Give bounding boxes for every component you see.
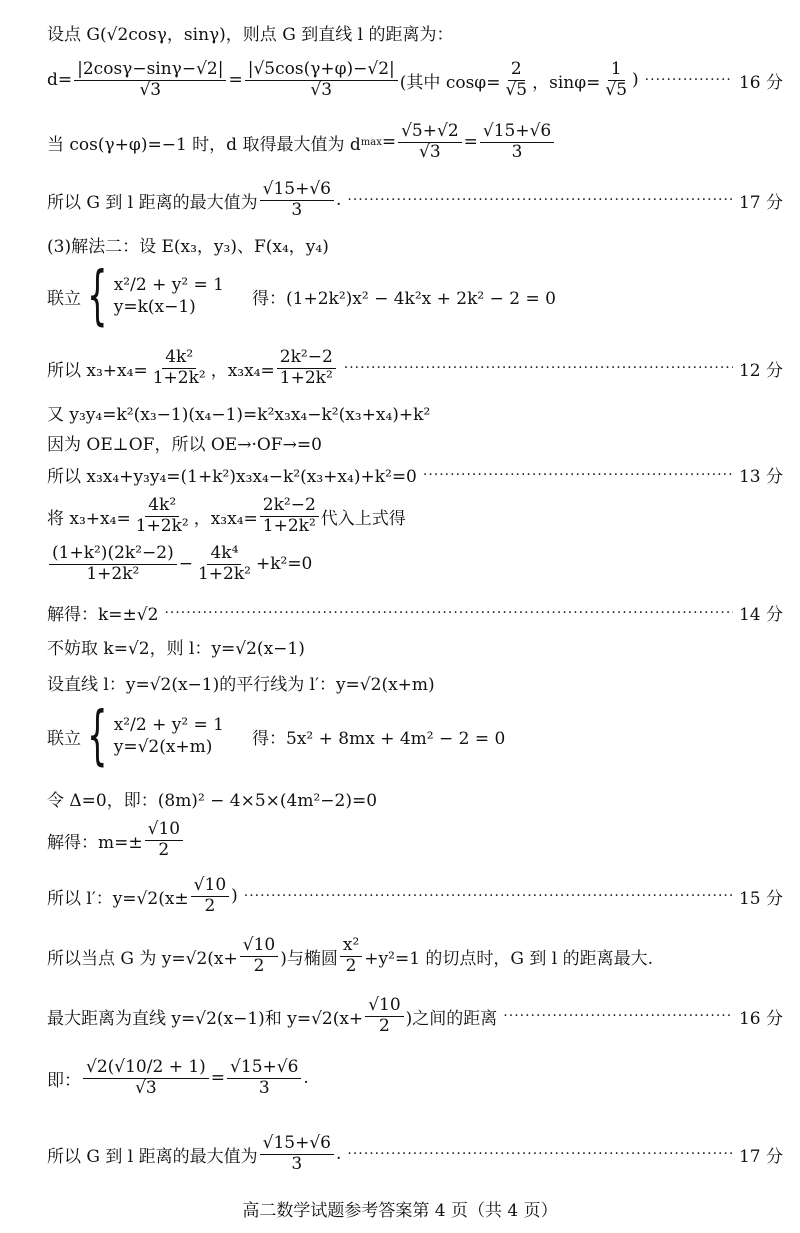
leader-dots xyxy=(347,192,733,208)
fraction: $\frac{\text{x²}}{2}$ xyxy=(340,936,362,976)
line-system-2: 联立 { x²/2 + y² = 1 y=√2(x+m) 得：5x² + 8mx + 4m² − 2 = 0 xyxy=(47,699,506,773)
fraction: $\frac{\text{4k²}}{\text{1+2k²}}$ xyxy=(135,495,189,536)
fraction: $\frac{√15+√6}{3}$ xyxy=(227,1058,301,1098)
score-label: 13 分 xyxy=(738,467,783,487)
fraction: $\frac{\text{(1+k²)(2k²−2)}}{\text{1+2k²}}$ xyxy=(49,544,177,584)
line-method-two: (3)解法二：设 E(x₃，y₃)、F(x₄，y₄) xyxy=(47,237,329,257)
score-label: 17 分 xyxy=(738,192,783,213)
score-label: 15 分 xyxy=(738,888,783,909)
line-dot-product: 所以 x₃x₄+y₃y₄=(1+k²)x₃x₄−k²(x₃+x₄)+k²=0 ····· 13 分 xyxy=(47,462,783,487)
fraction: $\frac{2}{√5}$ xyxy=(505,59,528,100)
fraction: $\frac{\text{2k²−2}}{\text{1+2k²}}$ xyxy=(260,496,319,536)
fraction: $\frac{√2(√10/2 + 1)}{√3}$ xyxy=(83,1058,209,1098)
line-conclusion-1: 所以 G 到 l 距离的最大值为 $\frac{√15+√6}{3}$ . ····· 17 分 xyxy=(47,180,783,220)
fraction: $\frac{1}{√5}$ xyxy=(605,59,628,100)
line-max-distance: 最大距离为直线 y=√2(x−1)和 y=√2(x+ $\frac{√10}{2}$ )之间的距离 ····· 16 分 xyxy=(47,996,783,1036)
line-equation-k: $\frac{\text{(1+k²)(2k²−2)}}{\text{1+2k²}}$ − $\frac{\text{4k⁴}}{\text{1+2k²}}$ +k²=0 xyxy=(47,544,783,584)
fraction: $\frac{√10}{2}$ xyxy=(365,996,403,1036)
line-y-product: 又 y₃y₄=k²(x₃−1)(x₄−1)=k²x₃x₄−k²(x₃+x₄)+k² xyxy=(47,405,431,425)
fraction: $\frac{√10}{2}$ xyxy=(240,936,278,976)
leader-dots xyxy=(645,72,733,88)
line-choose-k: 不妨取 k=√2，则 l：y=√2(x−1) xyxy=(47,639,305,659)
page-footer: 高二数学试题参考答案第 4 页（共 4 页） xyxy=(242,1201,558,1221)
line-vieta-1: 所以 x₃+x₄= $\frac{\text{4k²}}{\text{1+2k²}}$ ，x₃x₄= $\frac{\text{2k²−2}}{\text{1+2k²}}$ ····· 12 分 xyxy=(47,348,783,388)
fraction: $\frac{√15+√6}{3}$ xyxy=(260,1134,334,1174)
fraction: $\frac{√15+√6}{3}$ xyxy=(260,180,334,220)
line-text: d= xyxy=(47,70,73,91)
line-parallel: 设直线 l：y=√2(x−1)的平行线为 l′：y=√2(x+m) xyxy=(47,675,435,695)
line-conclusion-2: 所以 G 到 l 距离的最大值为 $\frac{√15+√6}{3}$ . ····· 17 分 xyxy=(47,1134,783,1174)
fraction: $\frac{\text{2k²−2}}{\text{1+2k²}}$ xyxy=(277,348,336,388)
leader-dots xyxy=(164,605,733,621)
fraction: $\frac{√15+√6}{3}$ xyxy=(480,122,554,162)
line-text: 设点 G(√2cosγ，sinγ)，则点 G 到直线 l 的距离为： xyxy=(47,25,454,45)
line-perpendicular: 因为 OE⊥OF，所以 OE→·OF→=0 xyxy=(47,435,322,455)
line-substitute: 将 x₃+x₄= $\frac{\text{4k²}}{\text{1+2k²}}$ ，x₃x₄= $\frac{\text{2k²−2}}{\text{1+2k²}}$ 代入上式得 xyxy=(47,495,406,536)
leader-dots xyxy=(503,1008,733,1024)
line-max-condition: 当 cos(γ+φ)=−1 时，d 取得最大值为 d max = $\frac{√5+√2}{√3}$ = $\frac{√15+√6}{3}$ xyxy=(47,122,783,162)
equation-system: { x²/2 + y² = 1 y=k(x−1) xyxy=(87,259,225,333)
line-tangent: 所以当点 G 为 y=√2(x+ $\frac{√10}{2}$ )与椭圆 $\frac{\text{x²}}{2}$ +y²=1 的切点时，G 到 l 的距离最大. xyxy=(47,935,654,976)
score-label: 14 分 xyxy=(738,605,783,625)
fraction: $\frac{√10}{2}$ xyxy=(191,876,229,916)
line-system-1: 联立 { x²/2 + y² = 1 y=k(x−1) 得：(1+2k²)x² − 4k²x + 2k² − 2 = 0 xyxy=(47,259,556,333)
fraction: $\frac{\text{4k²}}{\text{1+2k²}}$ xyxy=(152,347,206,388)
equation-system: { x²/2 + y² = 1 y=√2(x+m) xyxy=(87,699,225,773)
fraction: $\frac{√5+√2}{√3}$ xyxy=(398,122,462,162)
leader-dots xyxy=(244,888,733,904)
leader-dots xyxy=(423,467,733,483)
leader-dots xyxy=(344,360,733,376)
fraction: $\frac{√10}{2}$ xyxy=(145,820,183,860)
line-distance-setup xyxy=(47,20,783,45)
score-label: 16 分 xyxy=(738,72,783,93)
line-distance-formula: d= $\frac{|2\cos\gamma-\sin\gamma-√2|}{√3}$ = $\frac{|√5\cos(\gamma+\varphi)-√2|}{√3}$ (其中 cosφ= $\frac{2}{√5}$ ，sinφ= $\frac{1}{√5}$ ) ····· 16 分 xyxy=(47,60,783,100)
score-label: 17 分 xyxy=(738,1146,783,1167)
fraction: $\frac{|√5\cos(\gamma+\varphi)-√2|}{√3}$ xyxy=(245,60,398,100)
score-label: 12 分 xyxy=(738,360,783,381)
fraction: $\frac{|2\cos\gamma-\sin\gamma-√2|}{√3}$ xyxy=(74,60,226,100)
line-l-prime: 所以 l′：y=√2(x± $\frac{√10}{2}$ ) ····· 15 分 xyxy=(47,876,783,916)
line-solve-m: 解得：m=± $\frac{√10}{2}$ xyxy=(47,820,783,860)
score-label: 16 分 xyxy=(738,1008,783,1029)
fraction: $\frac{\text{4k⁴}}{\text{1+2k²}}$ xyxy=(197,543,251,584)
line-solve-k: 解得：k=±√2 ····· 14 分 xyxy=(47,600,783,625)
leader-dots xyxy=(347,1146,733,1162)
line-discriminant: 令 Δ=0，即：(8m)² − 4×5×(4m²−2)=0 xyxy=(47,791,378,811)
line-distance-value: 即： $\frac{√2(√10/2 + 1)}{√3}$ = $\frac{√15+√6}{3}$ . xyxy=(47,1057,309,1098)
